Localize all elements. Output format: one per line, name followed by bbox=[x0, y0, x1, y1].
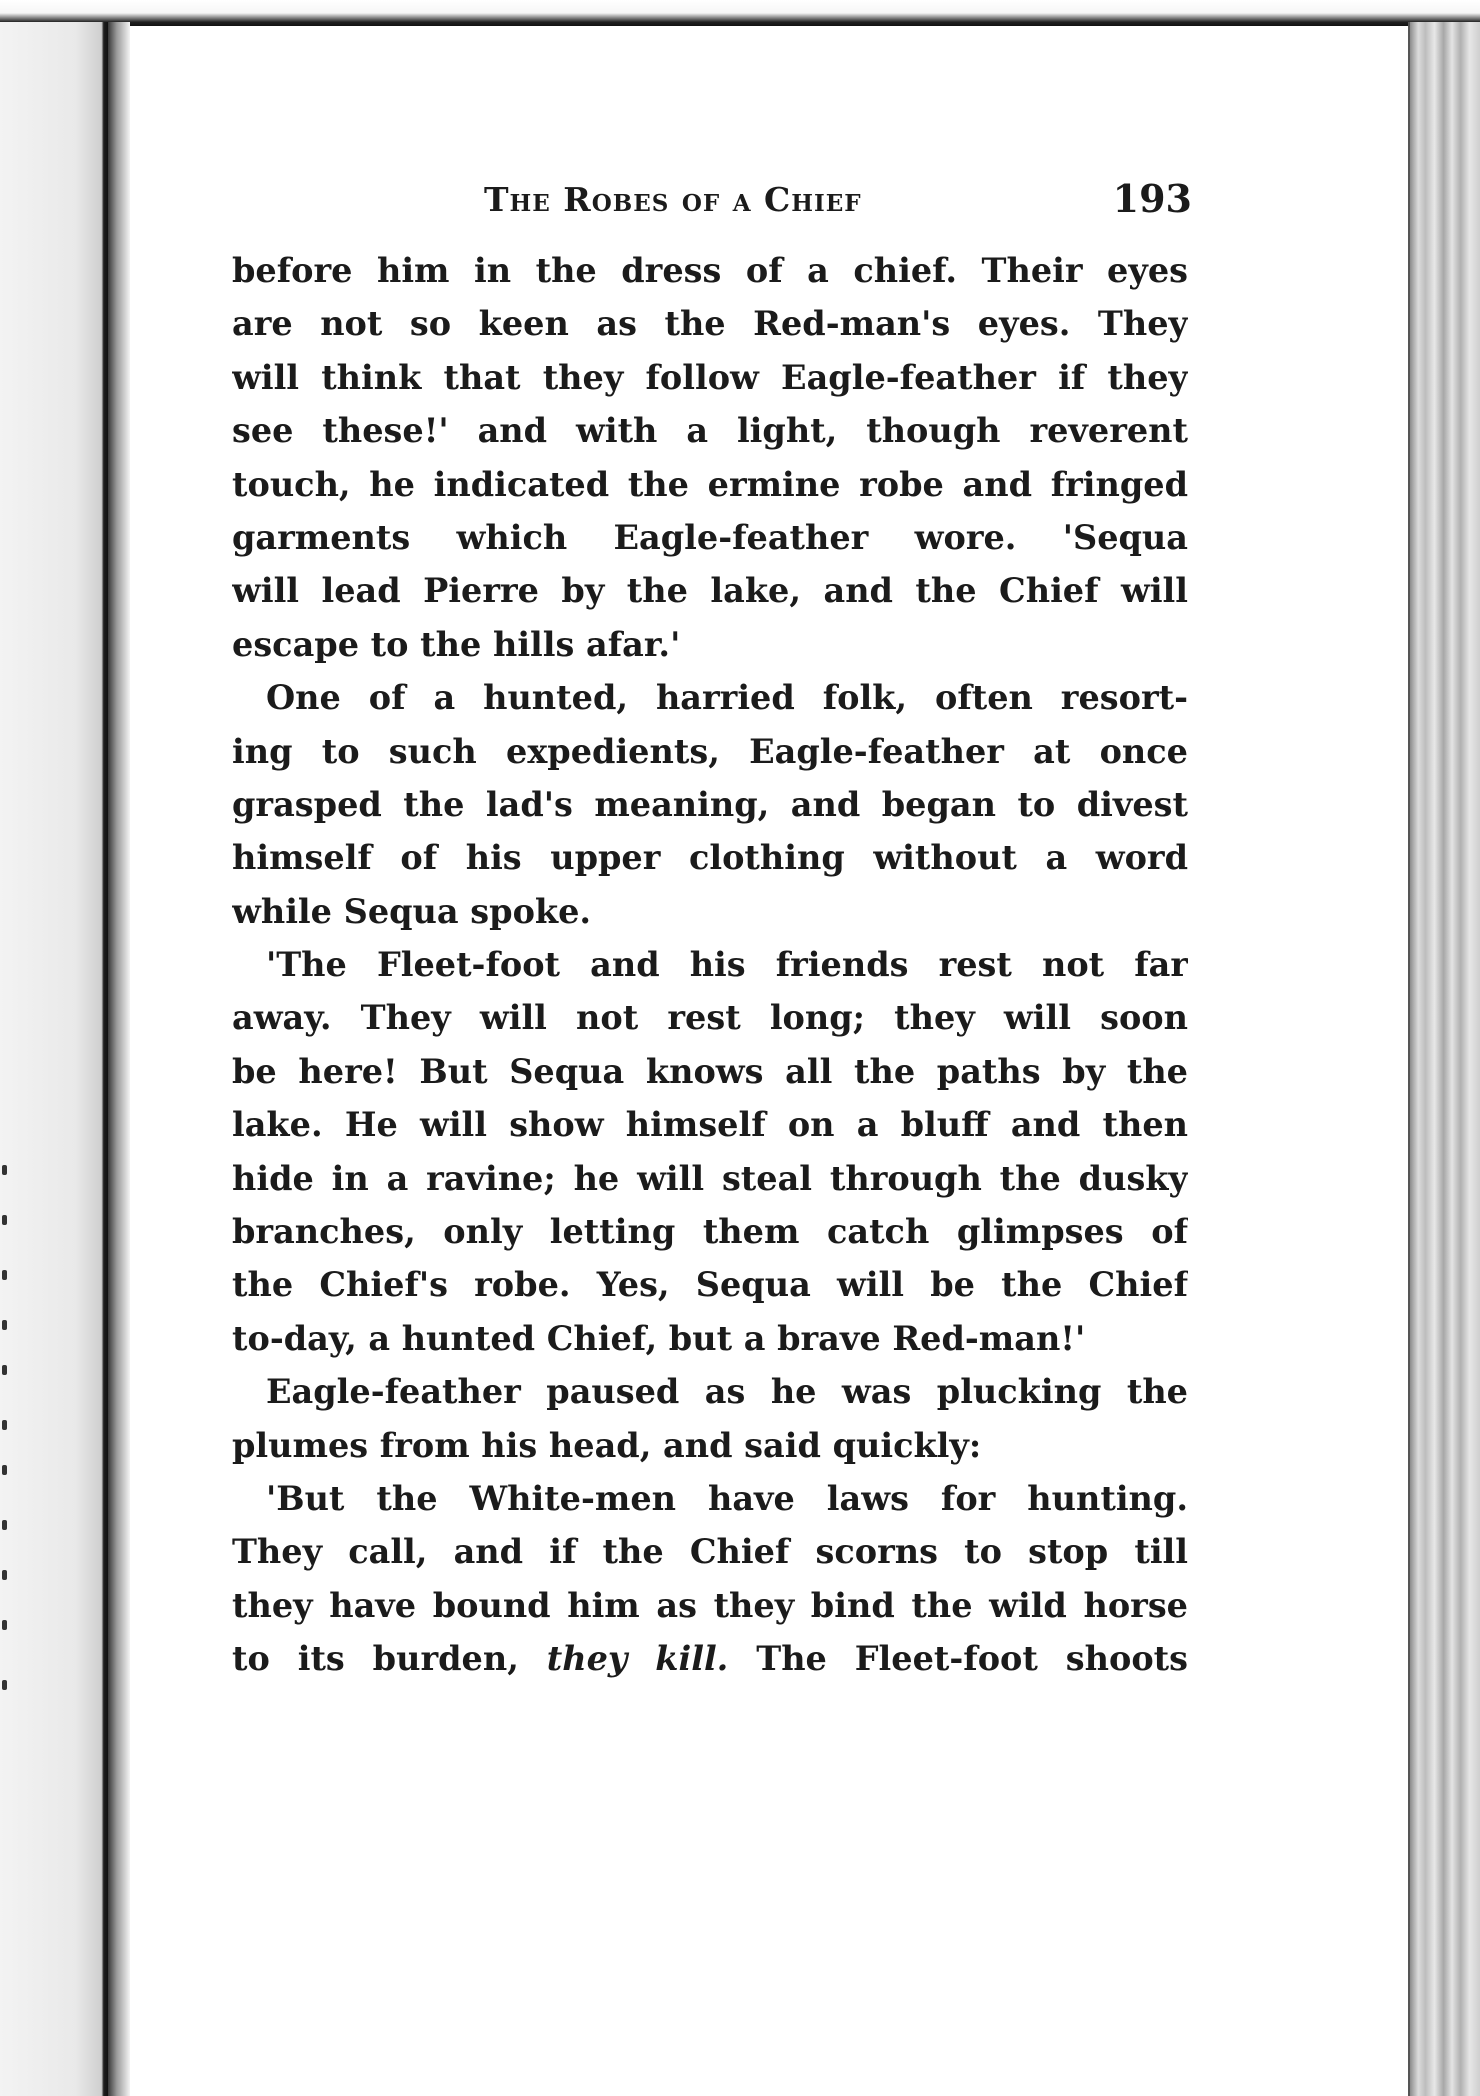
text-line: to-day, a hunted Chief, but a brave Red-man!' bbox=[232, 1318, 1086, 1358]
text-line: lake. He will show himself on a bluff and then bbox=[232, 1105, 1188, 1145]
text-line: Eagle-feather paused as he was plucking the bbox=[266, 1372, 1188, 1412]
text-line: be here! But Sequa knows all the paths by the bbox=[232, 1051, 1188, 1091]
page-number: 193 bbox=[1112, 176, 1192, 221]
running-head-title: The Robes of a Chief bbox=[484, 180, 862, 219]
text-line: 'The Fleet-foot and his friends rest not far bbox=[266, 945, 1188, 985]
text-line: ing to such expedients, Eagle-feather at once bbox=[232, 731, 1188, 771]
text-line: 'But the White-men have laws for hunting. bbox=[266, 1478, 1188, 1518]
left-page-edge bbox=[0, 22, 108, 2096]
gutter-shadow bbox=[108, 22, 130, 2096]
text-line: They call, and if the Chief scorns to stop till bbox=[232, 1532, 1188, 1572]
text-line: before him in the dress of a chief. Their eyes bbox=[232, 251, 1188, 290]
text-line: see these!' and with a light, though reverent bbox=[232, 411, 1188, 451]
text-line: grasped the lad's meaning, and began to divest bbox=[232, 784, 1188, 824]
text-line: away. They will not rest long; they will soon bbox=[232, 998, 1188, 1038]
final-line-end: The Fleet-foot shoots bbox=[728, 1639, 1188, 1679]
body-text bbox=[232, 244, 1188, 1686]
text-line: they have bound him as they bind the wild horse bbox=[232, 1585, 1188, 1625]
text-line: hide in a ravine; he will steal through the dusky bbox=[232, 1158, 1188, 1198]
top-edge-shadow bbox=[0, 0, 1480, 26]
text-line: branches, only letting them catch glimpses of bbox=[232, 1212, 1188, 1252]
text-line: One of a hunted, harried folk, often resort- bbox=[266, 678, 1188, 718]
text-line: while Sequa spoke. bbox=[232, 891, 592, 931]
text-line: the Chief's robe. Yes, Sequa will be the Chief bbox=[232, 1265, 1188, 1305]
text-line: escape to the hills afar.' bbox=[232, 624, 681, 664]
left-edge-specks bbox=[2, 0, 10, 2096]
text-line: are not so keen as the Red-man's eyes. They bbox=[232, 304, 1188, 344]
text-line-final bbox=[232, 1632, 1188, 1685]
text-line: will lead Pierre by the lake, and the Chief will bbox=[232, 571, 1188, 611]
running-head bbox=[232, 176, 1192, 238]
final-line-start: to its burden, bbox=[232, 1639, 547, 1679]
text-line: garments which Eagle-feather wore. 'Sequa bbox=[232, 517, 1188, 557]
right-page-stack bbox=[1410, 22, 1480, 2096]
text-line: himself of his upper clothing without a word bbox=[232, 838, 1188, 878]
text-line: touch, he indicated the ermine robe and fringed bbox=[232, 464, 1188, 504]
book-page bbox=[232, 176, 1192, 1686]
text-line: will think that they follow Eagle-feather if they bbox=[232, 357, 1188, 397]
final-line-italic: they kill. bbox=[546, 1639, 729, 1679]
text-line: plumes from his head, and said quickly: bbox=[232, 1425, 982, 1465]
